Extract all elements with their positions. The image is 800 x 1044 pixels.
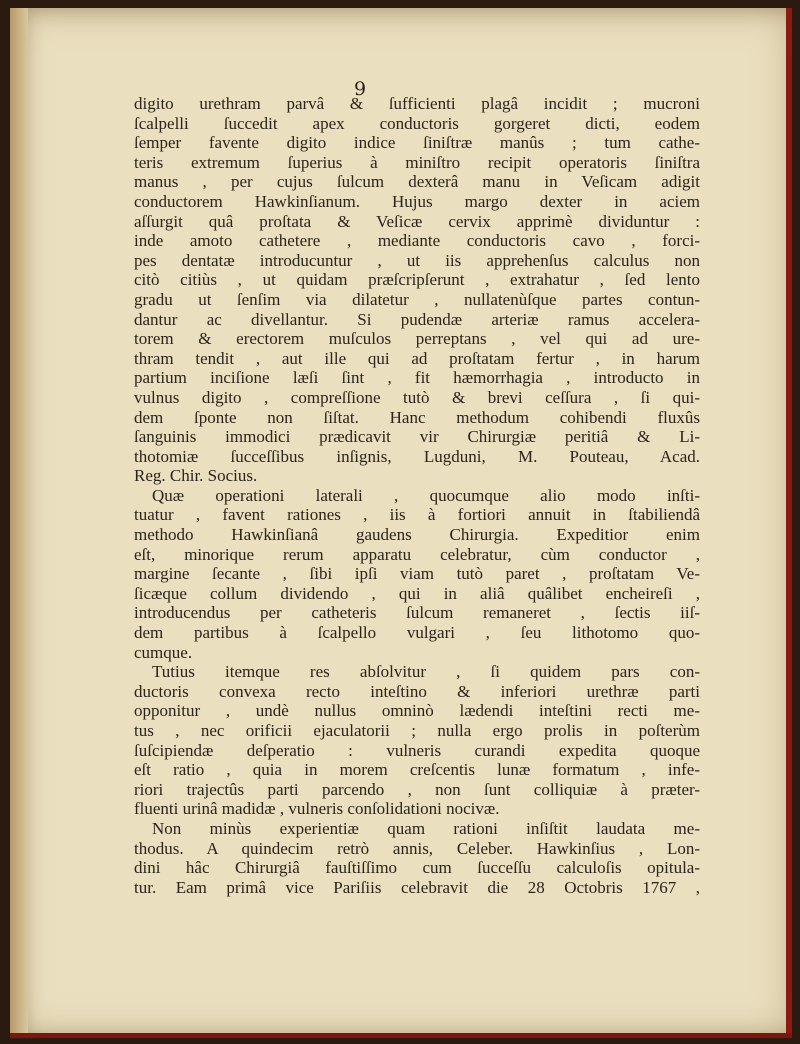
text-line: citò citiùs , ut quidam præſcripſerunt , extrahatur , ſed lento (134, 270, 700, 290)
text-line: thotomiæ ſucceſſibus inſignis, Lugduni, M. Pouteau, Acad. (134, 446, 700, 466)
text-line: opponitur , undè nullus omninò lædendi inteſtini recti me- (134, 701, 700, 721)
text-line: inde amoto cathetere , mediante conductoris cavo , forci- (134, 231, 700, 251)
text-line: gradu ut ſenſim via dilatetur , nullatenùſque partes contun- (134, 289, 700, 309)
text-line: dem ſponte non ſiſtat. Hanc methodum cohibendi fluxûs (134, 407, 700, 427)
text-line: dem partibus à ſcalpello vulgari , ſeu lithotomo quo- (134, 623, 700, 643)
text-line: conductorem Hawkinſianum. Hujus margo dexter in aciem (134, 191, 700, 211)
text-line: eſt, minorique rerum apparatu celebratur, cùm conductor , (134, 544, 700, 564)
text-line: fluenti urinâ madidæ , vulneris conſolidationi nocivæ. (134, 799, 500, 819)
page-number: 9 (354, 78, 367, 100)
text-line: ſemper favente digito indice ſiniſtræ manûs ; tum cathe- (134, 133, 700, 153)
text-line: digito urethram parvâ & ſufficienti plagâ incidit ; mucroni (134, 94, 700, 113)
paragraph (134, 819, 700, 897)
text-line: torem & erectorem muſculos perreptans , vel qui ad ure- (134, 329, 700, 349)
text-line: Reg. Chir. Socius. (134, 466, 258, 486)
text-line: tur. Eam primâ vice Pariſiis celebravit die 28 Octobris 1767 , (134, 877, 700, 897)
text-line: aſſurgit quâ proſtata & Veſicæ cervix apprimè dividuntur : (134, 211, 700, 231)
paragraph (134, 94, 700, 486)
text-line: eſt ratio , quia in morem creſcentis lunæ formatum , infe- (134, 760, 700, 780)
text-line: manus , per cujus ſulcum dexterâ manu in Veſicam adigit (134, 172, 700, 192)
text-line: dini hâc Chirurgiâ fauſtiſſimo cum ſucceſſu calculoſis opitula- (134, 858, 700, 878)
text-line: ductoris convexa recto inteſtino & inferiori urethræ parti (134, 681, 700, 701)
text-line: thram tendit , aut ille qui ad proſtatam fertur , in harum (134, 348, 700, 368)
text-line: Tutius itemque res abſolvitur , ſi quidem pars con- (152, 662, 700, 682)
text-line: ſcalpelli ſuccedit apex conductoris gorgeret dicti, eodem (134, 113, 700, 133)
text-line: ſicæque collum dividendo , qui in aliâ quâlibet encheireſi , (134, 583, 700, 603)
paragraph (134, 486, 700, 662)
text-line: tuatur , favent rationes , iis à fortiori annuit in ſtabiliendâ (134, 505, 700, 525)
text-line: pes dentatæ introducuntur , ut iis apprehenſus calculus non (134, 250, 700, 270)
text-line: methodo Hawkinſianâ gaudens Chirurgia. Expeditior enim (134, 525, 700, 545)
page-edge-bottom (10, 1033, 792, 1038)
text-line: ſuſcipiendæ deſperatio : vulneris curandi expedita quoque (134, 740, 700, 760)
book-spine-shadow (10, 8, 28, 1038)
text-line: dantur ac divellantur. Si pudendæ arteriæ ramus accelera- (134, 309, 700, 329)
text-line: ſanguinis immodici prædicavit vir Chirurgiæ peritiâ & Li- (134, 427, 700, 447)
text-line: Quæ operationi laterali , quocumque alio modo inſti- (152, 485, 700, 505)
text-line: riori trajectûs parti parcendo , non ſunt colliquiæ à præter- (134, 779, 700, 799)
text-line: introducendus per catheteris ſulcum remaneret , ſectis iiſ- (134, 603, 700, 623)
text-line: tus , nec orificii ejaculatorii ; nulla ergo prolis in poſterùm (134, 721, 700, 740)
text-line: teris extremum ſuperius à miniſtro recipit operatoris ſiniſtra (134, 152, 700, 172)
page-edge-right (786, 8, 792, 1038)
text-line: margine ſecante , ſibi ipſi viam tutò paret , proſtatam Ve- (134, 564, 700, 584)
body-text (134, 94, 700, 897)
text-line: partium inciſione læſi ſint , fit hæmorrhagia , introducto in (134, 368, 700, 388)
text-line: vulnus digito , compreſſione tutò & brevi ceſſura , ſi qui- (134, 387, 700, 407)
text-line: cumque. (134, 642, 193, 662)
paragraph (134, 662, 700, 819)
text-line: Non minùs experientiæ quam rationi inſiſtit laudata me- (152, 818, 700, 838)
text-line: thodus. A quindecim retrò annis, Celeber. Hawkinſius , Lon- (134, 838, 700, 858)
